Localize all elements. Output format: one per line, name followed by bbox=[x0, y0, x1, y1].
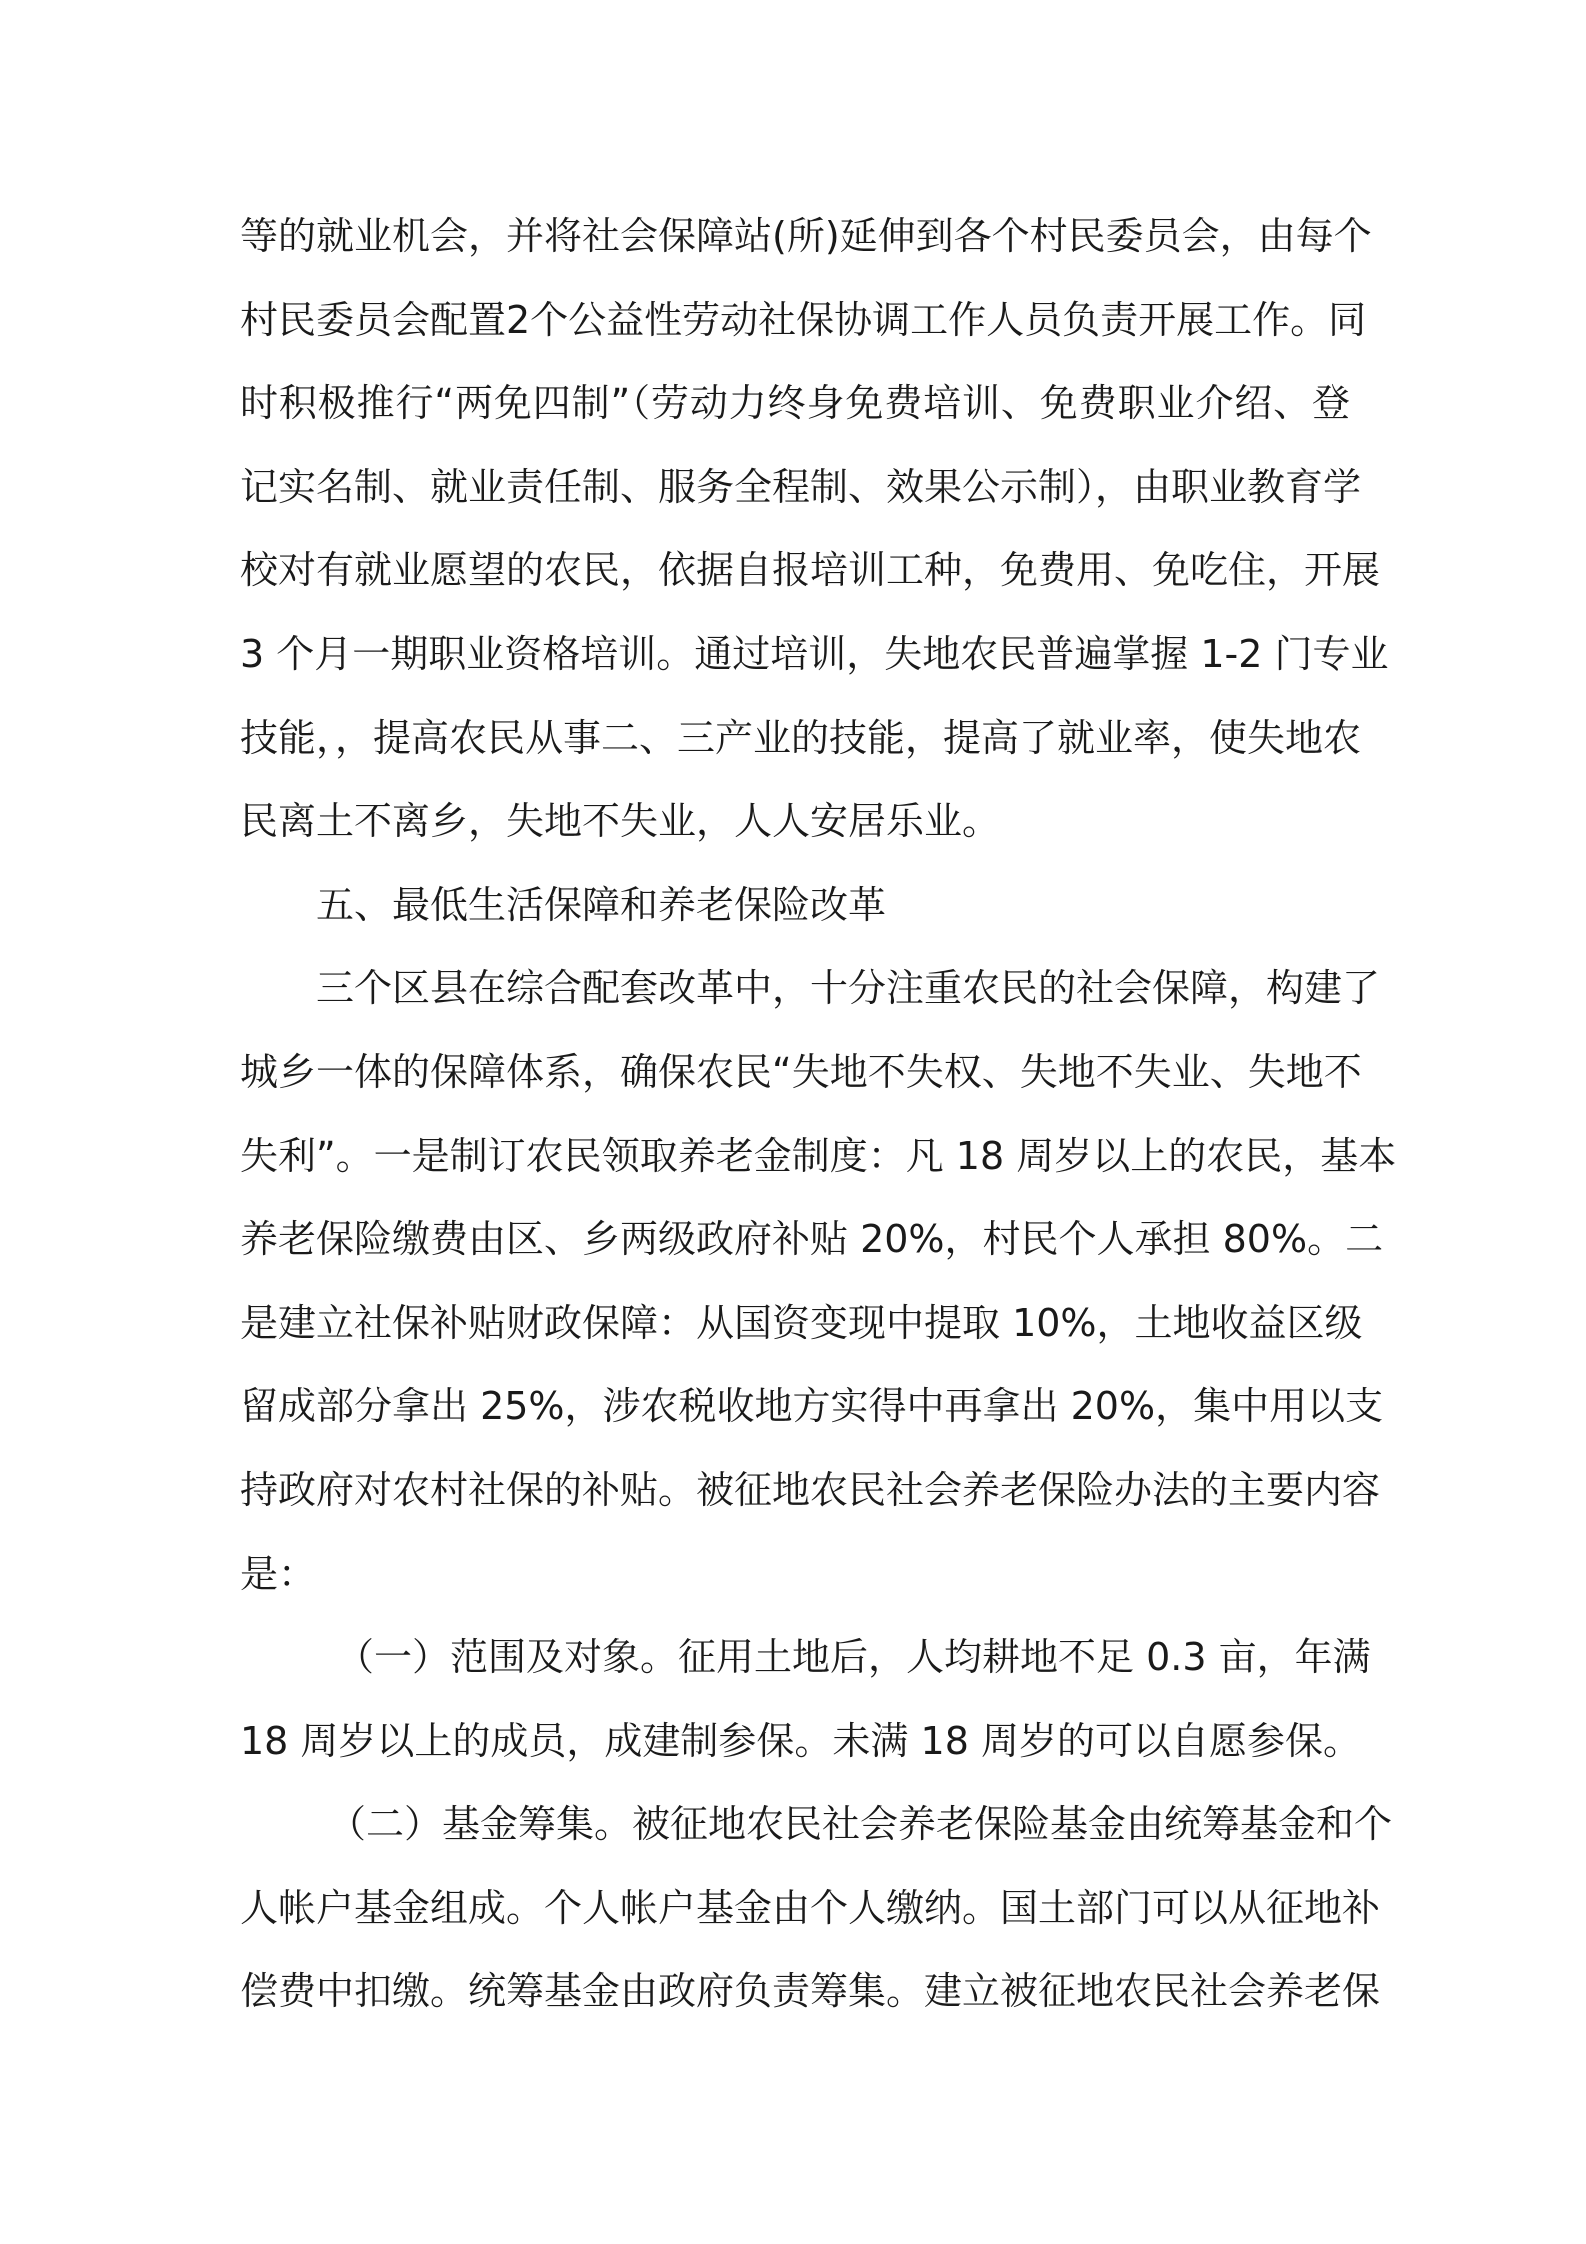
text-line: 城乡一体的保障体系，确保农民“失地不失权、失地不失业、失地不 bbox=[240, 1049, 1362, 1094]
text-line: （二）基金筹集。被征地农民社会养老保险基金由统筹基金和个 bbox=[328, 1802, 1393, 1847]
text-line: 时积极推行“两免四制”（劳动力终身免费培训、免费职业介绍、登 bbox=[240, 381, 1350, 426]
text-line: 3 个月一期职业资格培训。通过培训，失地农民普遍掌握 1-2 门专业 bbox=[240, 631, 1389, 676]
text-line: 失利”。一是制订农民领取养老金制度：凡 18 周岁以上的农民，基本 bbox=[240, 1133, 1397, 1178]
text-line: 偿费中扣缴。统筹基金由政府负责筹集。建立被征地农民社会养老保 bbox=[240, 1969, 1381, 2014]
text-line: 三个区县在综合配套改革中，十分注重农民的社会保障，构建了 bbox=[316, 966, 1381, 1011]
text-line: 村民委员会配置2个公益性劳动社保协调工作人员负责开展工作。同 bbox=[240, 297, 1367, 342]
text-line: 持政府对农村社保的补贴。被征地农民社会养老保险办法的主要内容 bbox=[240, 1467, 1381, 1512]
text-line: （一）范围及对象。征用土地后，人均耕地不足 0.3 亩，年满 bbox=[336, 1635, 1371, 1680]
text-line: 民离土不离乡，失地不失业，人人安居乐业。 bbox=[240, 799, 1001, 844]
text-line: 记实名制、就业责任制、服务全程制、效果公示制），由职业教育学 bbox=[240, 464, 1362, 509]
text-line: 等的就业机会，并将社会保障站(所)延伸到各个村民委员会，由每个 bbox=[240, 214, 1372, 258]
text-line: 校对有就业愿望的农民，依据自报培训工种，免费用、免吃住，开展 bbox=[240, 548, 1381, 593]
text-line: 人帐户基金组成。个人帐户基金由个人缴纳。国土部门可以从征地补 bbox=[240, 1885, 1381, 1930]
text-line: 18 周岁以上的成员，成建制参保。未满 18 周岁的可以自愿参保。 bbox=[240, 1718, 1361, 1763]
text-line: 是建立社保补贴财政保障：从国资变现中提取 10%，土地收益区级 bbox=[240, 1300, 1363, 1345]
section-heading: 五、最低生活保障和养老保险改革 bbox=[316, 882, 887, 927]
text-line: 技能，，提高农民从事二、三产业的技能，提高了就业率，使失地农 bbox=[240, 715, 1362, 760]
document-body bbox=[240, 195, 1397, 2034]
text-line: 留成部分拿出 25%，涉农税收地方实得中再拿出 20%，集中用以支 bbox=[240, 1384, 1384, 1429]
text-line: 养老保险缴费由区、乡两级政府补贴 20%，村民个人承担 80%。二 bbox=[240, 1217, 1384, 1262]
text-line: 是： bbox=[240, 1551, 317, 1596]
